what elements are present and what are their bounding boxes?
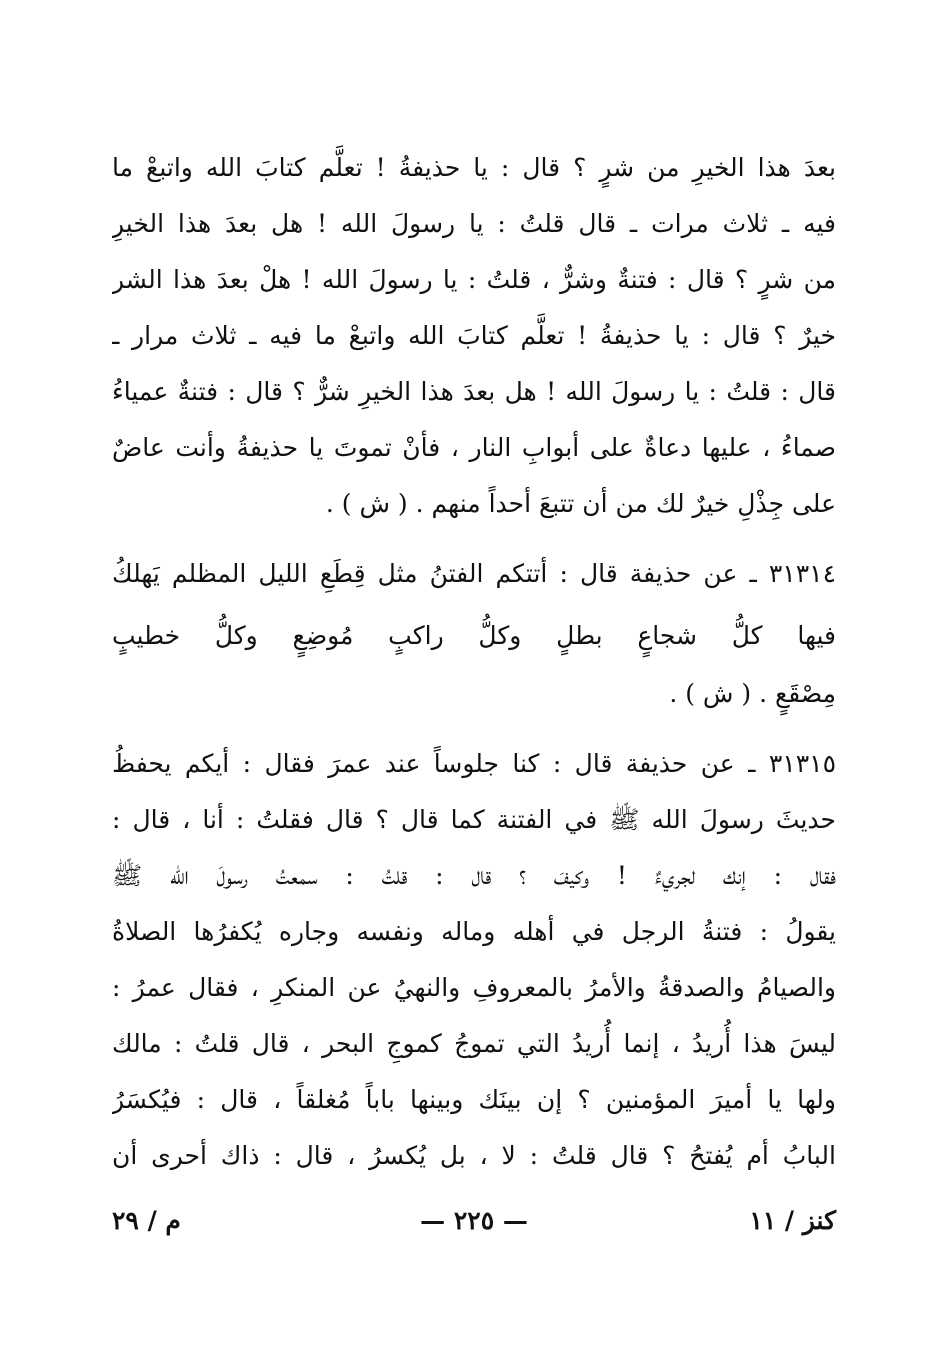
page-footer bbox=[112, 1196, 836, 1246]
text-line: من شرٍ ؟ قال : فتنةٌ وشرٌّ ، قلتُ : يا رسولَ الله ! هلْ بعدَ هذا الشر bbox=[112, 265, 836, 294]
text-line: على جِذْلِ خيرٌ لك من أن تتبعَ أحداً منهم . ( ش ) . bbox=[325, 489, 836, 518]
text-line: قال : قلتُ : يا رسولَ الله ! هل بعدَ هذا الخيرِ شرٌّ ؟ قال : فتنةٌ عمياءُ bbox=[112, 377, 836, 406]
text-line: يقولُ : فتنةُ الرجل في أهله وماله ونفسه وجاره يُكفرُها الصلاةُ bbox=[112, 917, 836, 946]
volume-marker: م / ٢٩ bbox=[112, 1206, 181, 1235]
text-line: البابُ أم يُفتحُ ؟ قال قلتُ : لا ، بل يُكسرُ ، قال : ذاك أحرى أن bbox=[112, 1141, 836, 1170]
text-line: فقال : إنك لجريءٌ ! وكيفَ ؟ قال : قلتُ : سمعتُ رسولَ الله ﷺ bbox=[112, 861, 836, 890]
text-line: فيها كلُّ شجاعٍ بطلٍ وكلُّ راكبٍ مُوضِعٍ وكلُّ خطيبٍ bbox=[112, 621, 836, 650]
text-line: صماءُ ، عليها دعاةٌ على أبوابِ النار ، فأنْ تموتَ يا حذيفةُ وأنت عاضٌ bbox=[112, 433, 836, 462]
text-line: خيرٌ ؟ قال : يا حذيفةُ ! تعلَّم كتابَ الله واتبعْ ما فيه ـ ثلاث مرار ـ bbox=[112, 321, 836, 350]
text-line: ليسَ هذا أُريدُ ، إنما أُريدُ التي تموجُ كموجِ البحر ، قال قلتُ : مالك bbox=[112, 1029, 836, 1058]
text-line: والصيامُ والصدقةُ والأمرُ بالمعروفِ والنهيُ عن المنكرِ ، فقال عمرُ : bbox=[112, 973, 836, 1002]
text-line: مِصْقَعٍ . ( ش ) . bbox=[669, 679, 836, 708]
paragraph-1 bbox=[112, 140, 836, 532]
text-line: فيه ـ ثلاث مرات ـ قال قلتُ : يا رسولَ الله ! هل بعدَ هذا الخيرِ bbox=[112, 209, 836, 238]
text-line: ولها يا أميرَ المؤمنين ؟ إن بينَك وبينها باباً مُغلقاً ، قال : فيُكسَرُ bbox=[112, 1085, 836, 1114]
paragraph-31314 bbox=[112, 546, 836, 714]
text-line: بعدَ هذا الخيرِ من شرٍ ؟ قال : يا حذيفةُ ! تعلَّم كتابَ الله واتبعْ ما bbox=[112, 153, 836, 182]
book-signature: كنز / ١١ bbox=[749, 1206, 836, 1235]
paragraph-31315 bbox=[112, 736, 836, 1186]
text-line: ٣١٣١٤ ـ عن حذيفة قال : أتتكم الفتنُ مثل قِطَعِ الليل المظلم يَهلكُ bbox=[112, 559, 836, 588]
text-line: ٣١٣١٥ ـ عن حذيفة قال : كنا جلوساً عند عمرَ فقال : أيكم يحفظُ bbox=[112, 749, 836, 778]
page-number: — ٢٢٥ — bbox=[420, 1206, 528, 1235]
text-line: حديثَ رسولَ الله ﷺ في الفتنة كما قال ؟ قال فقلتُ : أنا ، قال : bbox=[112, 805, 836, 834]
